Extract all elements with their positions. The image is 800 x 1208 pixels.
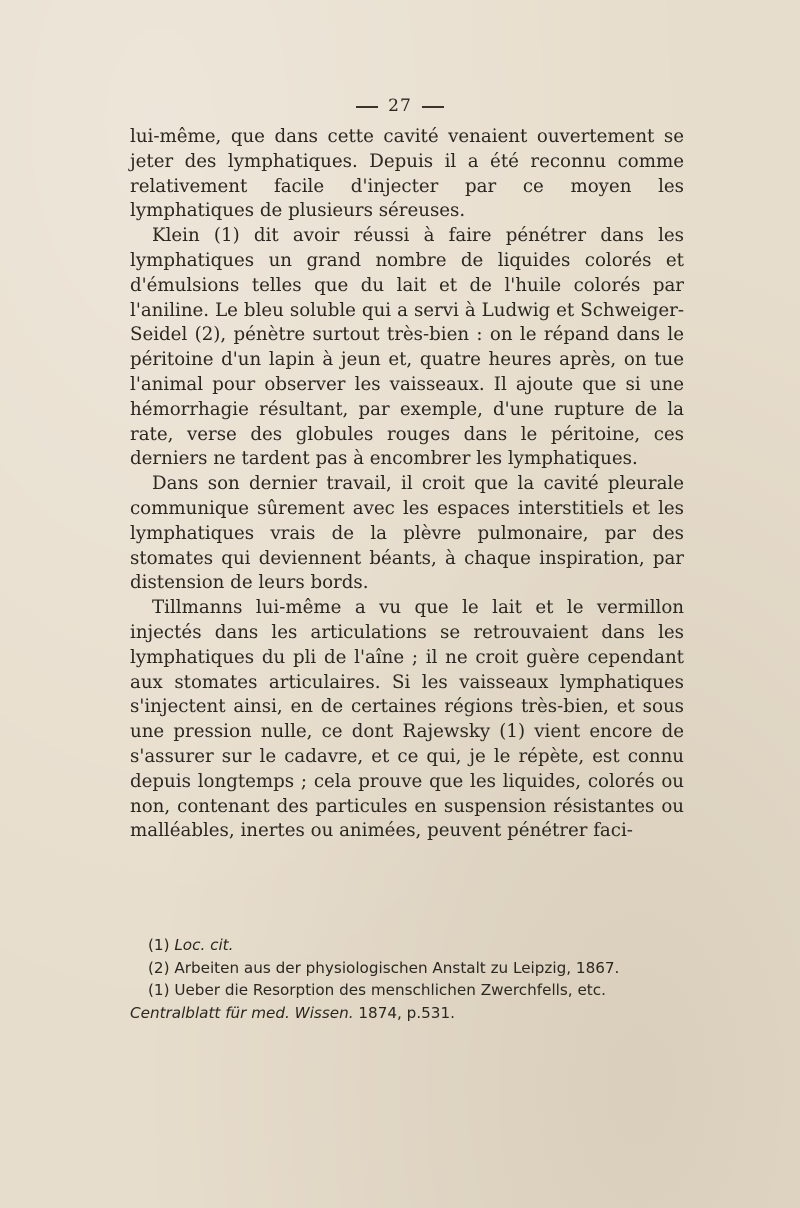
paragraph-tillmanns: Tillmanns lui-même a vu que le lait et le vermillon injectés dans les articulations se retrouvaient dans les lymphatiques du pli de l'aîne ; il ne croit guère cependant aux stomates articulaires. Si les vaisseaux lymphatiques s'injectent ainsi, en de certaines régions très-bien, et sous une pression nulle, ce dont Rajewsky (1) vient encore de s'assurer sur le cadavre, et ce qui, je le répète, est connu depuis longtemps ; cela prouve que les liquides, colorés ou non, contenant des particules en suspension résistantes ou malléables, inertes ou animées, peuvent pénétrer faci- [130, 597, 684, 842]
page-number-value: 27 [388, 96, 412, 116]
folio-ornament-left [356, 106, 378, 108]
footnote-3-text: Ueber die Resorption des menschlichen Zwerchfells, etc. [174, 981, 606, 999]
paragraph-dernier-travail: Dans son dernier travail, il croit que la cavité pleurale communique sûrement avec les espaces interstitiels et les lymphatiques vrais de la plèvre pulmonaire, par des stomates qui deviennent béants, à chaque inspiration, par distension de leurs bords. [130, 473, 684, 594]
folio-ornament-right [422, 106, 444, 108]
footnote-3-journal: Centralblatt für med. Wissen. [130, 1003, 354, 1022]
paragraph-continuation: lui-même, que dans cette cavité venaient ouvertement se jeter des lymphatiques. Depuis il a été reconnu comme relativement facile d'injecter par ce moyen les lymphatiques de plusieurs séreuses. [130, 126, 684, 222]
footnote-3 [130, 979, 690, 1024]
body-text [130, 125, 684, 844]
footnote-3-marker: (1) [148, 981, 170, 999]
footnote-1-marker: (1) [148, 936, 170, 954]
footnote-3-pages: 1874, p.531. [358, 1003, 455, 1022]
paragraph-klein: Klein (1) dit avoir réussi à faire pénétrer dans les lymphatiques un grand nombre de liquides colorés et d'émulsions telles que du lait et de l'huile colorés par l'aniline. Le bleu soluble qui a servi à Ludwig et Schweiger-Seidel (2), pénètre surtout très-bien : on le répand dans le péritoine d'un lapin à jeun et, quatre heures après, on tue l'animal pour observer les vaisseaux. Il ajoute que si une hémorrhagie résultant, par exemple, d'une rupture de la rate, verse des globules rouges dans le péritoine, ces derniers ne tardent pas à encombrer les lymphatiques. [130, 225, 684, 470]
footnote-2-marker: (2) [148, 958, 170, 977]
page-number [0, 96, 800, 116]
footnote-2-text: Arbeiten aus der physiologischen Anstalt zu Leipzig, 1867. [174, 958, 620, 977]
footnote-1-text: Loc. cit. [174, 936, 234, 954]
footnote-1 [130, 934, 690, 957]
footnotes [130, 934, 690, 1024]
footnote-2 [130, 957, 690, 980]
